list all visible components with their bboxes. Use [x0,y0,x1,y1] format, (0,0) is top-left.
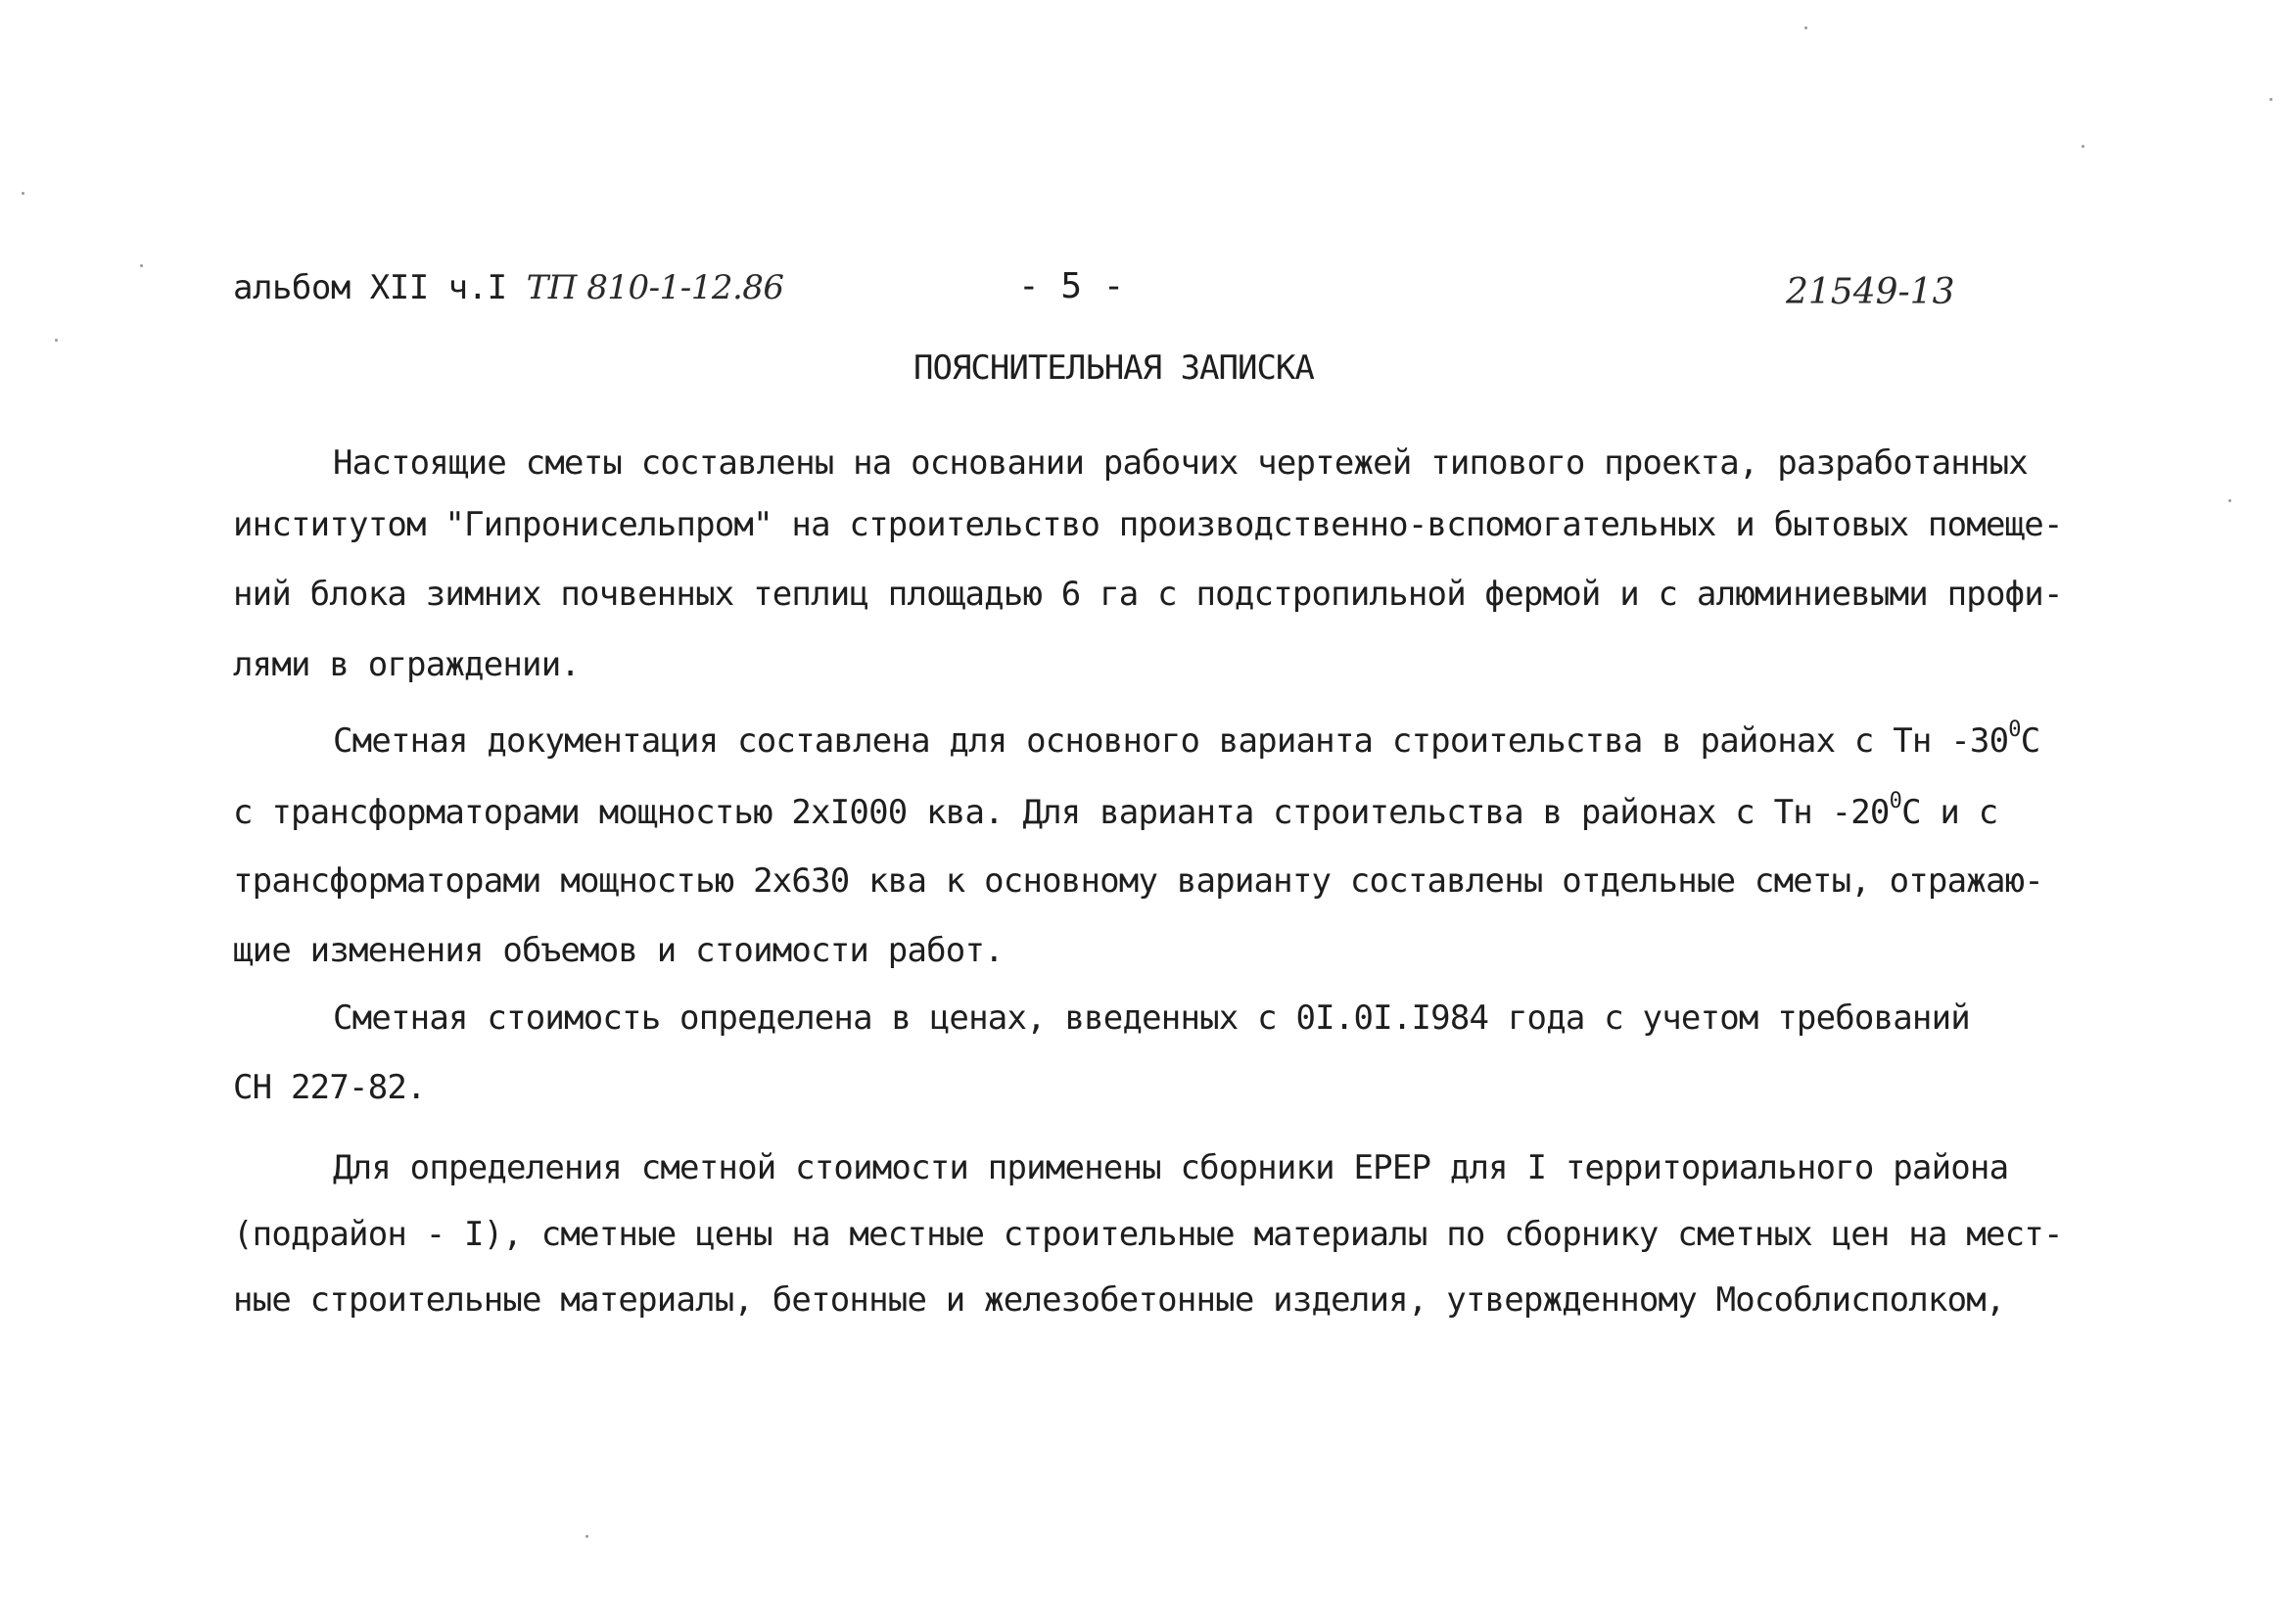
paragraph-2-line-4: щие изменения объемов и стоимости работ. [233,931,1004,970]
paragraph-1-line-4: лями в ограждении. [233,645,581,684]
paragraph-2-line-2-text: с трансформаторами мощностью 2хI000 ква. Для варианта строительства в районах с Тн -20 [233,793,1890,832]
album-label: альбом XII ч.I [233,268,507,307]
document-number: 21549-13 [1786,272,1955,312]
scan-speck [2228,499,2231,502]
scan-speck [2270,98,2272,101]
paragraph-2-line-1 [333,718,2040,761]
paragraph-3-line-1: Сметная стоимость определена в ценах, введенных с 0I.0I.I984 года с учетом требований [333,998,1970,1038]
degree-mark: 0 [2008,718,2021,742]
album-reference [233,268,784,307]
scan-speck [55,339,58,342]
paragraph-1-line-3: ний блока зимних почвенных теплиц площадью 6 га с подстропильной фермой и с алюминиевыми профи- [233,575,2063,614]
scan-speck [140,264,143,267]
paragraph-2-line-2 [233,789,1998,832]
scan-speck [2082,145,2084,148]
document-title: ПОЯСНИТЕЛЬНАЯ ЗАПИСКА [913,348,1314,388]
paragraph-2-line-3: трансформаторами мощностью 2х630 ква к основному варианту составлены отдельные сметы, отражаю- [233,861,2043,901]
scan-speck [22,192,24,195]
paragraph-4-line-3: ные строительные материалы, бетонные и железобетонные изделия, утвержденному Мособлисполком, [233,1280,2005,1320]
scan-speck [1804,26,1807,29]
paragraph-4-line-2: (подрайон - I), сметные цены на местные строительные материалы по сборнику сметных цен на мест- [233,1215,2063,1254]
paragraph-2-line-2-unit: С и с [1901,793,1998,832]
paragraph-3-line-2: СН 227-82. [233,1068,426,1107]
paragraph-1-line-2: институтом "Гипронисельпром" на строительство производственно-вспомогательных и бытовых помеще- [233,505,2063,544]
paragraph-1-line-1: Настоящие сметы составлены на основании рабочих чертежей типового проекта, разработанных [333,443,2028,483]
paragraph-4-line-1: Для определения сметной стоимости применены сборники ЕРЕР для I территориального района [333,1148,2009,1187]
paragraph-2-line-1-text: Сметная документация составлена для основного варианта строительства в районах с Тн -30 [333,721,2009,761]
scan-speck [585,1535,588,1538]
project-code: ТП 810-1-12.86 [526,268,784,307]
degree-mark: 0 [1889,789,1902,813]
paragraph-2-line-1-unit: С [2020,721,2040,761]
page-number: - 5 - [1018,266,1125,306]
